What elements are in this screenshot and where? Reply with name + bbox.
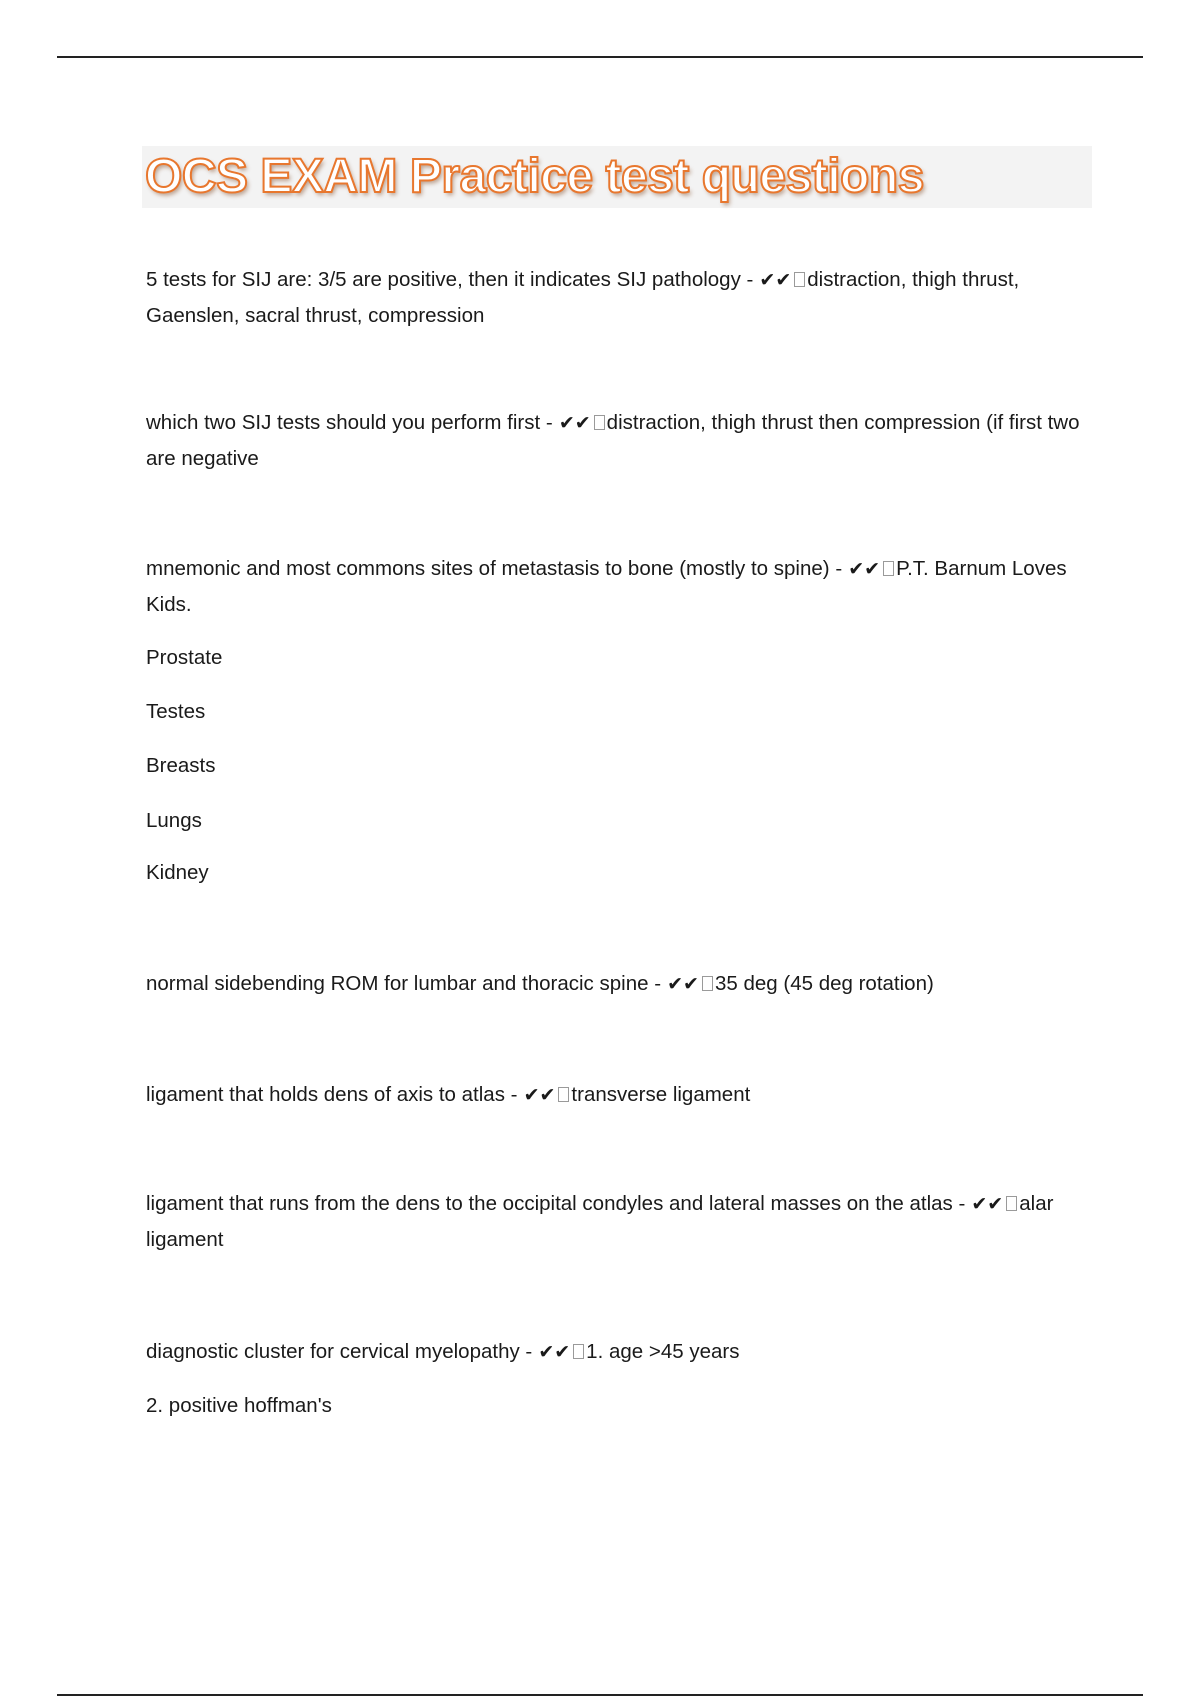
header-rule: [57, 56, 1143, 58]
qa-item-5: [146, 1077, 1086, 1113]
answer-marker: - ✔✔: [654, 973, 699, 995]
document-title: OCS EXAM Practice test questions: [145, 150, 924, 203]
footer-rule: [57, 1694, 1143, 1696]
qa-item-2: [146, 405, 1086, 476]
glyph-box-icon: [794, 272, 805, 287]
answer-marker: - ✔✔: [958, 1193, 1004, 1215]
qa-item-6: [146, 1186, 1086, 1257]
qa-item-3: [146, 551, 1086, 622]
answer-marker: - ✔✔: [525, 1341, 571, 1363]
answer-text: transverse ligament: [571, 1083, 751, 1106]
answer-marker: - ✔✔: [746, 269, 792, 291]
answer-text: 35 deg (45 deg rotation): [714, 972, 934, 995]
list-item: Testes: [146, 700, 206, 723]
qa-item-7: [146, 1334, 1086, 1370]
glyph-box-icon: [1006, 1196, 1017, 1211]
list-item: 2. positive hoffman's: [146, 1394, 332, 1417]
glyph-box-icon: [594, 415, 605, 430]
list-item: Lungs: [146, 809, 202, 832]
question-text: 5 tests for SIJ are: 3/5 are positive, then it indicates SIJ pathology: [146, 268, 741, 291]
answer-text: alar ligament: [146, 1192, 1054, 1251]
glyph-box-icon: [702, 976, 713, 991]
question-text: normal sidebending ROM for lumbar and thoracic spine: [146, 972, 649, 995]
answer-text: distraction, thigh thrust then compression (if first two are negative: [146, 411, 1080, 470]
qa-item-4: [146, 966, 1086, 1002]
answer-marker: - ✔✔: [510, 1084, 556, 1106]
question-text: ligament that runs from the dens to the occipital condyles and lateral masses on the atlas: [146, 1192, 953, 1215]
answer-marker: - ✔✔: [545, 412, 591, 434]
question-text: ligament that holds dens of axis to atlas: [146, 1083, 505, 1106]
qa-item-1: [146, 262, 1086, 333]
answer-text: distraction, thigh thrust, Gaenslen, sacral thrust, compression: [146, 268, 1020, 327]
answer-marker: - ✔✔: [835, 558, 881, 580]
question-text: diagnostic cluster for cervical myelopathy: [146, 1340, 520, 1363]
question-text: which two SIJ tests should you perform first: [146, 411, 541, 434]
list-item: Prostate: [146, 646, 223, 669]
question-text: mnemonic and most commons sites of metastasis to bone (mostly to spine): [146, 557, 830, 580]
list-item: Kidney: [146, 861, 209, 884]
list-item: Breasts: [146, 754, 216, 777]
answer-text: P.T. Barnum Loves Kids.: [146, 557, 1067, 616]
glyph-box-icon: [558, 1087, 569, 1102]
glyph-box-icon: [883, 561, 894, 576]
answer-text: 1. age >45 years: [586, 1340, 740, 1363]
glyph-box-icon: [573, 1344, 584, 1359]
